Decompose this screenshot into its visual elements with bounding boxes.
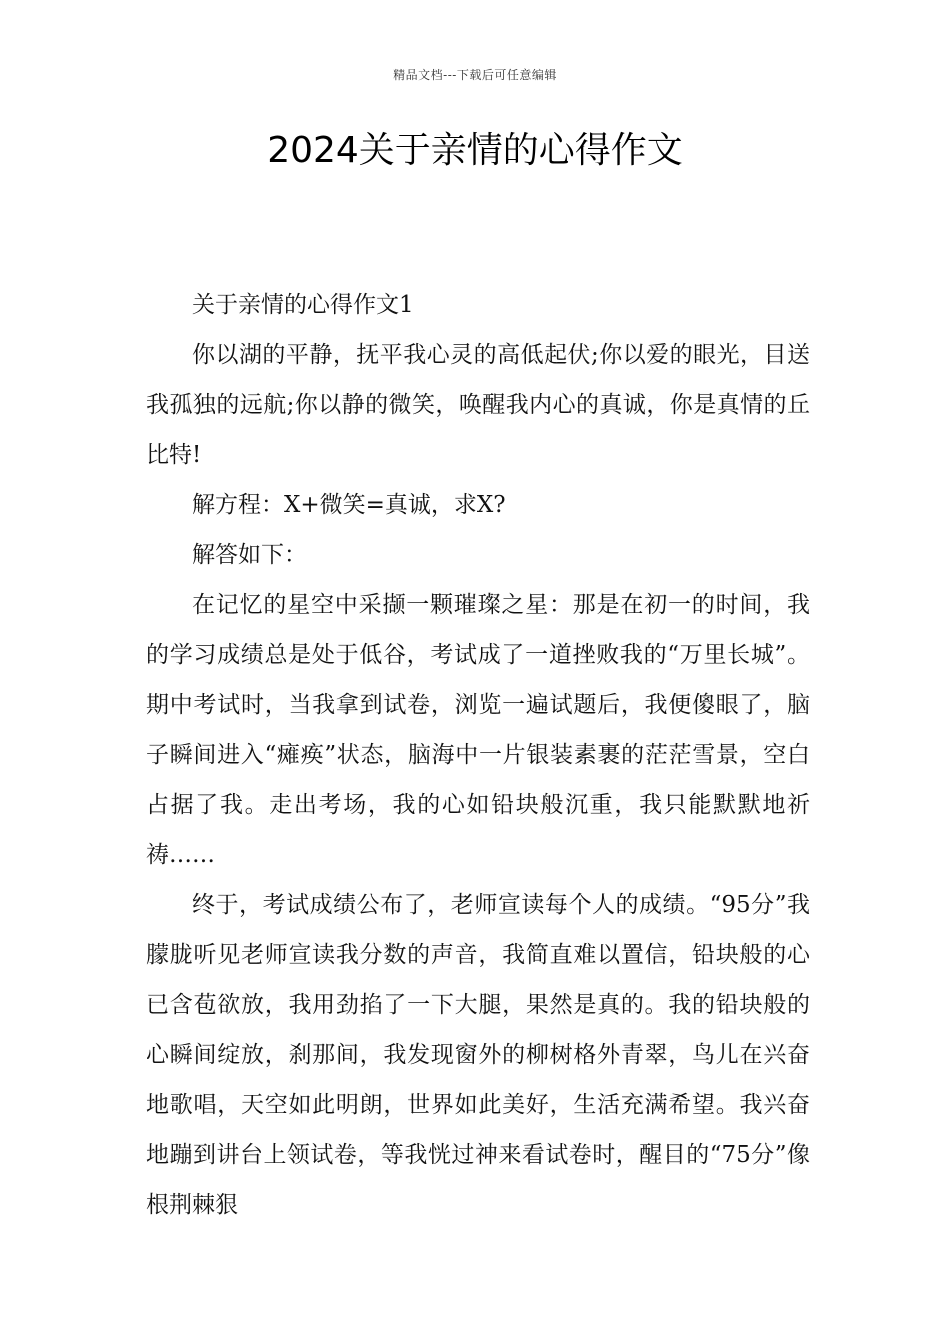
document-body [146,280,810,1230]
paragraph: 你以湖的平静，抚平我心灵的高低起伏;你以爱的眼光，目送我孤独的远航;你以静的微笑，唤醒我内心的真诚，你是真情的丘比特! [146,342,810,468]
paragraph: 解答如下： [192,542,307,568]
paragraph: 在记忆的星空中采撷一颗璀璨之星：那是在初一的时间，我的学习成绩总是处于低谷，考试成了一道挫败我的“万里长城”。期中考试时，当我拿到试卷，浏览一遍试题后，我便傻眼了，脑子瞬间进入“瘫痪”状态，脑海中一片银装素裹的茫茫雪景，空白占据了我。走出考场，我的心如铅块般沉重，我只能默默地祈祷…… [146,592,810,868]
document-title: 2024关于亲情的心得作文 [267,130,683,171]
paragraph: 终于，考试成绩公布了，老师宣读每个人的成绩。“95分”我朦胧听见老师宣读我分数的声音，我简直难以置信，铅块般的心已含苞欲放，我用劲掐了一下大腿，果然是真的。我的铅块般的心瞬间绽放，刹那间，我发现窗外的柳树格外青翠，鸟儿在兴奋地歌唱，天空如此明朗，世界如此美好，生活充满希望。我兴奋地蹦到讲台上领试卷，等我恍过神来看试卷时，醒目的“75分”像根荆棘狠 [146,892,810,1218]
section-heading: 关于亲情的心得作文1 [192,292,414,318]
header-note: 精品文档---下载后可任意编辑 [393,68,557,82]
paragraph: 解方程：X+微笑=真诚，求X? [192,492,506,518]
